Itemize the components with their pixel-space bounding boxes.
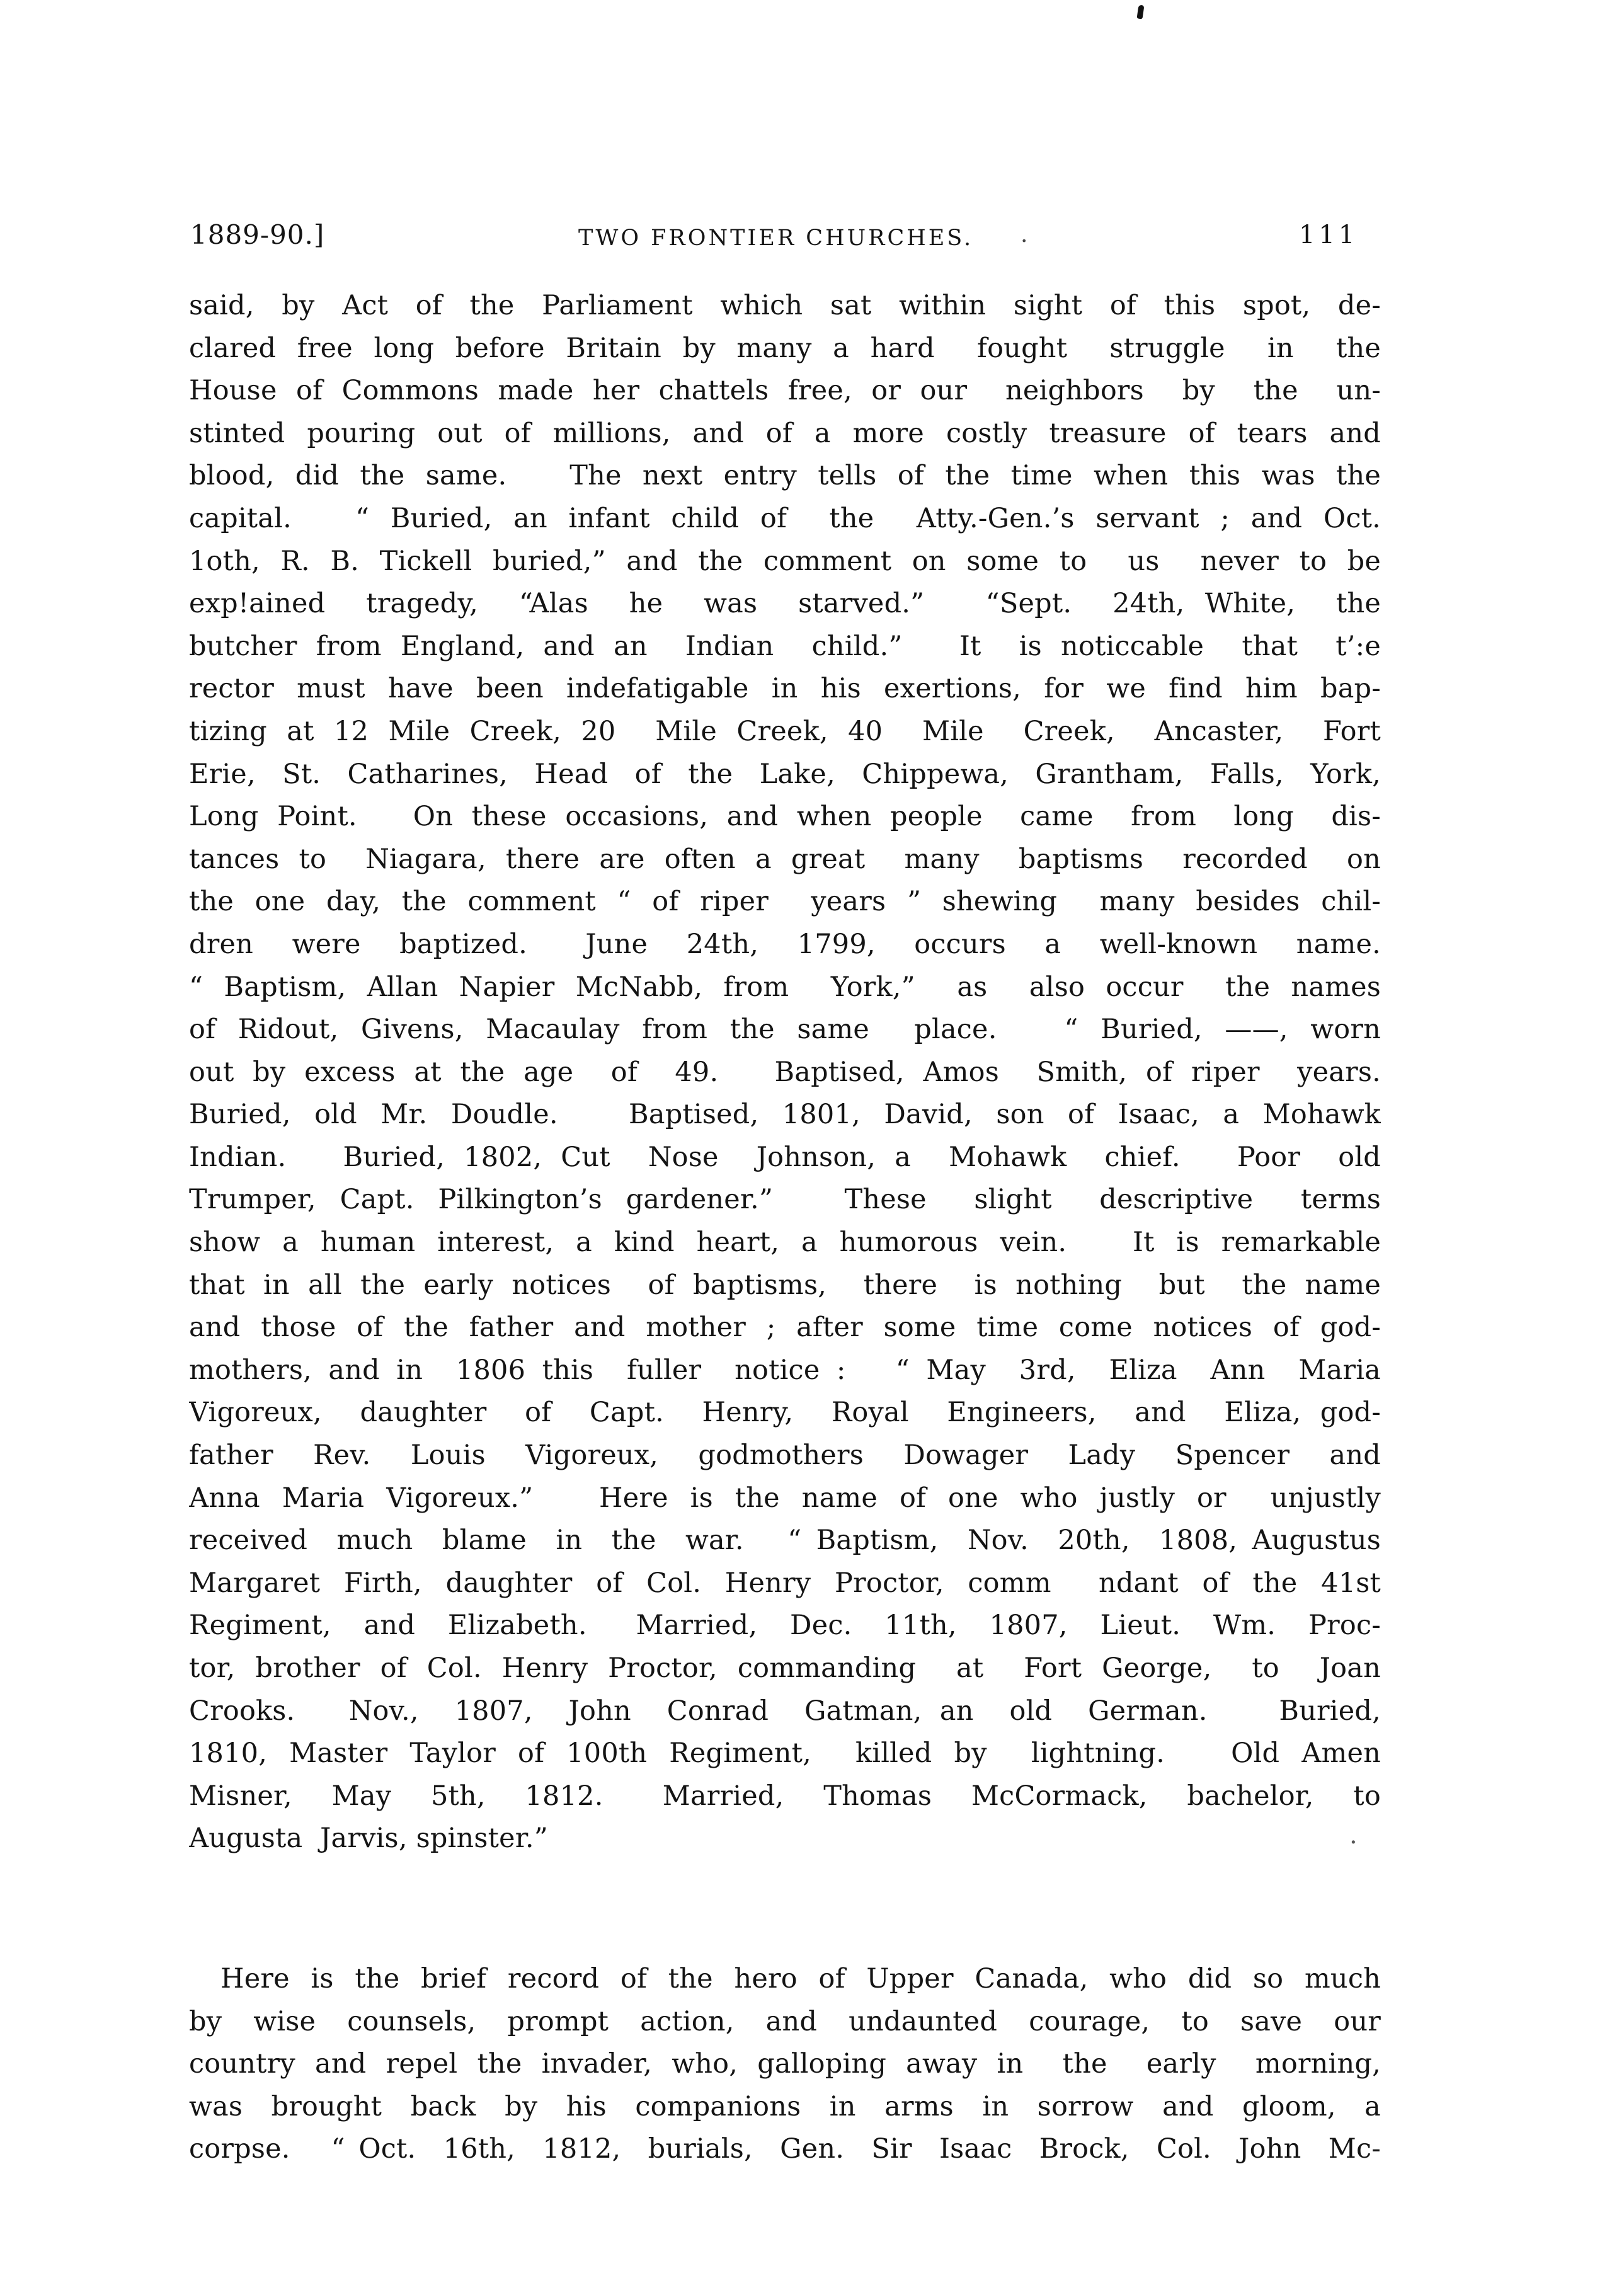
text-line: by wise counsels, prompt action, and undaunted courage, to save our <box>189 2005 1381 2037</box>
paragraph-brock-record <box>189 1958 1381 2171</box>
text-line: and those of the father and mother ; after some time come notices of god- <box>189 1312 1381 1344</box>
text-line: 1oth, R. B. Tickell buried,” and the comment on some to us never to be <box>189 545 1381 577</box>
text-line: tizing at 12 Mile Creek, 20 Mile Creek, 40 Mile Creek, Ancaster, Fort <box>189 715 1381 747</box>
text-line: clared free long before Britain by many a hard fought struggle in the <box>189 332 1381 364</box>
text-line: show a human interest, a kind heart, a humorous vein. It is remarkable <box>189 1227 1381 1259</box>
text-line: “ Baptism, Allan Napier McNabb, from York,” as also occur the names <box>189 971 1381 1003</box>
text-line: Crooks. Nov., 1807, John Conrad Gatman, an old German. Buried, <box>189 1695 1381 1727</box>
text-line: out by excess at the age of 49. Baptised, Amos Smith, of riper years. <box>189 1056 1381 1088</box>
text-line: received much blame in the war. “ Baptism, Nov. 20th, 1808, Augustus <box>189 1525 1381 1557</box>
text-line: tor, brother of Col. Henry Proctor, commanding at Fort George, to Joan <box>189 1652 1381 1684</box>
text-line: House of Commons made her chattels free, or our neighbors by the un- <box>189 375 1381 407</box>
text-line: father Rev. Louis Vigoreux, godmothers Dowager Lady Spencer and <box>189 1440 1381 1472</box>
text-line: was brought back by his companions in arms in sorrow and gloom, a <box>189 2090 1381 2122</box>
text-line: 1810, Master Taylor of 100th Regiment, killed by lightning. Old Amen <box>189 1738 1381 1770</box>
text-line: capital. “ Buried, an infant child of the Atty.-Gen.’s servant ; and Oct. <box>189 502 1381 534</box>
text-line: rector must have been indefatigable in his exertions, for we find him bap- <box>189 673 1381 705</box>
text-line: butcher from England, and an Indian child.” It is noticcable that t’:e <box>189 630 1381 662</box>
paragraph-church-records <box>189 285 1381 1860</box>
text-line: corpse. “ Oct. 16th, 1812, burials, Gen. Sir Isaac Brock, Col. John Mc- <box>189 2133 1381 2165</box>
header-date: 1889-90.] <box>190 219 325 250</box>
text-line: said, by Act of the Parliament which sat within sight of this spot, de- <box>189 290 1381 321</box>
text-line: Vigoreux, daughter of Capt. Henry, Royal Engineers, and Eliza, god- <box>189 1397 1381 1429</box>
text-line: Long Point. On these occasions, and when people came from long dis- <box>189 801 1381 833</box>
text-line: Anna Maria Vigoreux.” Here is the name of one who justly or unjustly <box>189 1482 1381 1514</box>
text-line: Margaret Firth, daughter of Col. Henry Proctor, comm ndant of the 41st <box>189 1567 1381 1599</box>
text-line: of Ridout, Givens, Macaulay from the same place. “ Buried, ——, worn <box>189 1014 1381 1046</box>
text-line: Regiment, and Elizabeth. Married, Dec. 11th, 1807, Lieut. Wm. Proc- <box>189 1610 1381 1642</box>
text-line: exp!ained tragedy, “Alas he was starved.” “Sept. 24th, White, the <box>189 588 1381 620</box>
text-line: country and repel the invader, who, galloping away in the early morning, <box>189 2048 1381 2080</box>
text-line: Erie, St. Catharines, Head of the Lake, Chippewa, Grantham, Falls, York, <box>189 758 1381 790</box>
text-line: Misner, May 5th, 1812. Married, Thomas McCormack, bachelor, to <box>189 1780 1381 1812</box>
text-line: Here is the brief record of the hero of Upper Canada, who did so much <box>220 1963 1381 1995</box>
margin-ink-dot: . <box>1349 1821 1358 1850</box>
header-page-number: 111 <box>1299 220 1359 249</box>
text-line: tances to Niagara, there are often a great many baptisms recorded on <box>189 843 1381 875</box>
text-line: Trumper, Capt. Pilkington’s gardener.” These slight descriptive terms <box>189 1184 1381 1216</box>
header-ink-dot: . <box>1021 222 1028 248</box>
text-line: Buried, old Mr. Doudle. Baptised, 1801, David, son of Isaac, a Mohawk <box>189 1099 1381 1131</box>
text-line: Augusta Jarvis, spinster.” <box>189 1823 548 1855</box>
text-line: the one day, the comment “ of riper years ” shewing many besides chil- <box>189 886 1381 918</box>
text-line: Indian. Buried, 1802, Cut Nose Johnson, a Mohawk chief. Poor old <box>189 1141 1381 1173</box>
text-line: blood, did the same. The next entry tells of the time when this was the <box>189 460 1381 492</box>
text-line: stinted pouring out of millions, and of a more costly treasure of tears and <box>189 417 1381 449</box>
ink-speck <box>1137 4 1145 19</box>
text-line: dren were baptized. June 24th, 1799, occurs a well-known name. <box>189 928 1381 960</box>
text-line: mothers, and in 1806 this fuller notice : “ May 3rd, Eliza Ann Maria <box>189 1354 1381 1386</box>
text-line: that in all the early notices of baptisms, there is nothing but the name <box>189 1269 1381 1301</box>
header-title: TWO FRONTIER CHURCHES. <box>578 226 974 251</box>
